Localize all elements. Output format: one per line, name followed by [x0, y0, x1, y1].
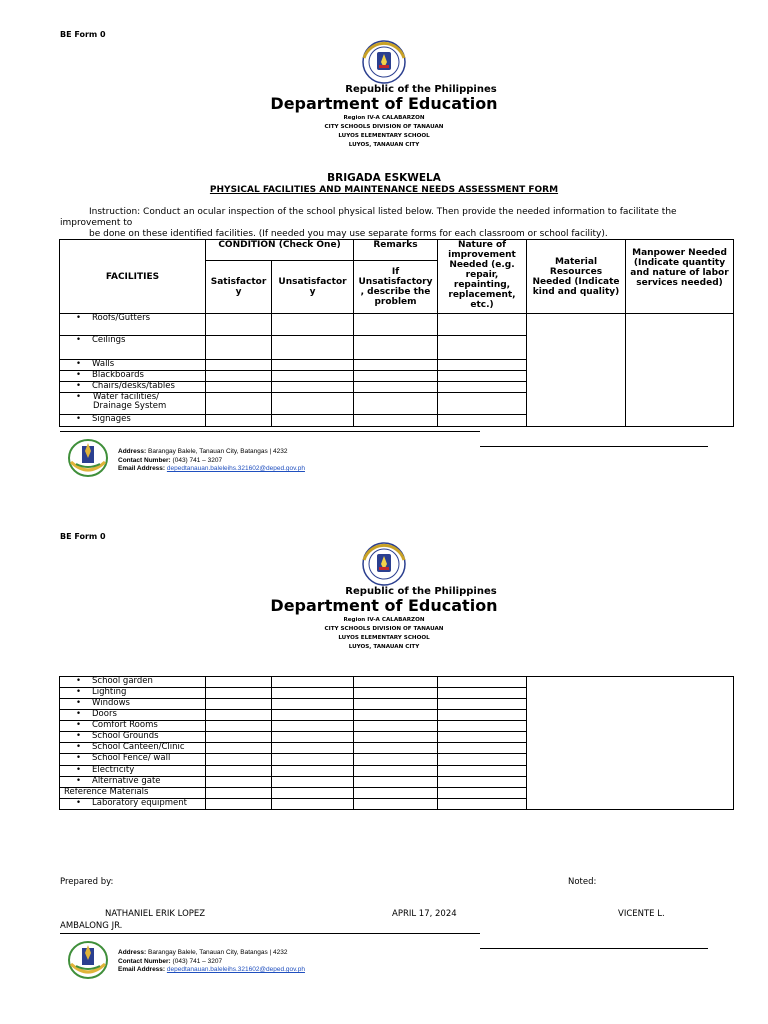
unsatisfactory-cell[interactable] [272, 799, 354, 810]
remarks-cell[interactable] [354, 393, 438, 415]
remarks-cell[interactable] [354, 382, 438, 393]
satisfactory-cell[interactable] [206, 799, 272, 810]
remarks-header: Remarks [354, 240, 438, 261]
footer-address-line: Address: Barangay Balele, Tanauan City, Batangas | 4232 [118, 448, 288, 455]
satisfactory-cell[interactable] [206, 336, 272, 360]
assessment-table-page-2 [59, 676, 734, 810]
remarks-cell[interactable] [354, 721, 438, 732]
nature-cell[interactable] [438, 699, 527, 710]
unsatisfactory-cell[interactable] [272, 732, 354, 743]
footer-address-line: Address: Barangay Balele, Tanauan City, Batangas | 4232 [118, 949, 288, 956]
form-label: BE Form 0 [60, 30, 106, 39]
satisfactory-cell[interactable] [206, 788, 272, 799]
nature-cell[interactable] [438, 360, 527, 371]
republic-heading: Republic of the Philippines [345, 586, 497, 597]
remarks-cell[interactable] [354, 754, 438, 766]
nature-cell[interactable] [438, 799, 527, 810]
remarks-cell[interactable] [354, 360, 438, 371]
remarks-cell[interactable] [354, 371, 438, 382]
satisfactory-cell[interactable] [206, 721, 272, 732]
satisfactory-cell[interactable] [206, 766, 272, 777]
table-row: • Comfort Rooms [60, 721, 206, 732]
table-row: • School garden [60, 677, 206, 688]
remarks-cell[interactable] [354, 688, 438, 699]
school-line: LUYOS ELEMENTARY SCHOOL [338, 635, 430, 641]
nature-cell[interactable] [438, 777, 527, 788]
school-line: LUYOS ELEMENTARY SCHOOL [338, 133, 430, 139]
nature-header: Nature of improvement Needed (e.g. repair, repainting, replacement, etc.) [438, 240, 527, 314]
noter-name-line-2: AMBALONG JR. [60, 921, 123, 931]
remarks-cell[interactable] [354, 788, 438, 799]
satisfactory-cell[interactable] [206, 677, 272, 688]
department-heading: Department of Education [270, 596, 498, 615]
table-row: • Lighting [60, 688, 206, 699]
nature-cell[interactable] [438, 688, 527, 699]
nature-cell[interactable] [438, 788, 527, 799]
nature-cell[interactable] [438, 393, 527, 415]
manpower-cell[interactable] [626, 314, 734, 427]
table-row: • Signages [60, 415, 206, 427]
footer-contact-block [118, 448, 305, 474]
unsatisfactory-cell[interactable] [272, 788, 354, 799]
satisfactory-header: Satisfactor y [206, 261, 272, 314]
instruction-line-2: improvement to [60, 218, 133, 228]
satisfactory-cell[interactable] [206, 743, 272, 754]
table-row: • Chairs/desks/tables [60, 382, 206, 393]
remarks-cell[interactable] [354, 336, 438, 360]
satisfactory-cell[interactable] [206, 393, 272, 415]
reference-materials-row: Reference Materials [60, 788, 206, 799]
table-row: • Electricity [60, 766, 206, 777]
satisfactory-cell[interactable] [206, 314, 272, 336]
satisfactory-cell[interactable] [206, 688, 272, 699]
unsatisfactory-cell[interactable] [272, 710, 354, 721]
table-row: • Windows [60, 699, 206, 710]
footer-contact-block [118, 949, 305, 975]
nature-cell[interactable] [438, 732, 527, 743]
school-address-line: LUYOS, TANAUAN CITY [348, 142, 420, 148]
school-logo-icon [66, 940, 110, 980]
unsatisfactory-cell[interactable] [272, 721, 354, 732]
assessment-table-page-1 [59, 239, 734, 427]
unsatisfactory-cell[interactable] [272, 777, 354, 788]
table-row: • Ceilings [60, 336, 206, 360]
unsatisfactory-cell[interactable] [272, 360, 354, 371]
remarks-cell[interactable] [354, 415, 438, 427]
email-link[interactable]: depedtanauan.baleleihs.321602@deped.gov.ph [166, 465, 305, 472]
instruction-text [60, 207, 710, 240]
noted-label: Noted: [568, 877, 597, 887]
noter-name-line-1: VICENTE L. [618, 909, 665, 919]
nature-cell[interactable] [438, 710, 527, 721]
nature-cell[interactable] [438, 754, 527, 766]
material-cell[interactable] [527, 314, 626, 427]
nature-cell[interactable] [438, 721, 527, 732]
satisfactory-cell[interactable] [206, 699, 272, 710]
prepared-by-label: Prepared by: [60, 877, 114, 887]
department-heading: Department of Education [270, 94, 498, 113]
remarks-cell[interactable] [354, 699, 438, 710]
region-line: Region IV-A CALABARZON [343, 115, 425, 121]
manpower-header: Manpower Needed (Indicate quantity and nature of labor services needed) [626, 240, 734, 314]
prepared-date: APRIL 17, 2024 [392, 909, 457, 919]
program-title: BRIGADA ESKWELA [327, 172, 441, 184]
region-line: Region IV-A CALABARZON [343, 617, 425, 623]
resources-cell[interactable] [527, 677, 734, 810]
instruction-line-3: be done on these identified facilities. (If needed you may use separate forms for each classroom or school facility). [89, 229, 608, 239]
instruction-line-1: Instruction: Conduct an ocular inspection of the school physical listed below. Then provide the needed information to facilitate the [89, 207, 677, 217]
republic-heading: Republic of the Philippines [345, 84, 497, 95]
nature-cell[interactable] [438, 743, 527, 754]
remarks-cell[interactable] [354, 766, 438, 777]
satisfactory-cell[interactable] [206, 777, 272, 788]
unsatisfactory-cell[interactable] [272, 415, 354, 427]
footer-email-line: Email Address: depedtanauan.baleleihs.321602@deped.gov.ph [118, 465, 305, 472]
condition-header: CONDITION (Check One) [206, 240, 354, 261]
form-title: PHYSICAL FACILITIES AND MAINTENANCE NEEDS ASSESSMENT FORM [209, 185, 559, 195]
remarks-subheader: If Unsatisfactory , describe the problem [354, 261, 438, 314]
satisfactory-cell[interactable] [206, 382, 272, 393]
satisfactory-cell[interactable] [206, 732, 272, 743]
remarks-cell[interactable] [354, 777, 438, 788]
table-row: • School Grounds [60, 732, 206, 743]
facilities-header: FACILITIES [60, 240, 206, 314]
table-row: • School Canteen/Clinic [60, 743, 206, 754]
table-row: • Laboratory equipment [60, 799, 206, 810]
footer-contact-line: Contact Number: (043) 741 – 3207 [118, 456, 223, 464]
email-link[interactable]: depedtanauan.baleleihs.321602@deped.gov.ph [166, 966, 305, 973]
satisfactory-cell[interactable] [206, 360, 272, 371]
table-row: • Blackboards [60, 371, 206, 382]
remarks-cell[interactable] [354, 743, 438, 754]
nature-cell[interactable] [438, 415, 527, 427]
footer-signature-line [480, 948, 708, 949]
remarks-cell[interactable] [354, 314, 438, 336]
deped-seal-icon [358, 40, 410, 84]
footer-signature-line [480, 446, 708, 447]
footer-email-line: Email Address: depedtanauan.baleleihs.321602@deped.gov.ph [118, 966, 305, 973]
satisfactory-cell[interactable] [206, 415, 272, 427]
table-row: • Water facilities/ Drainage System [60, 393, 206, 415]
satisfactory-cell[interactable] [206, 710, 272, 721]
nature-cell[interactable] [438, 371, 527, 382]
nature-cell[interactable] [438, 677, 527, 688]
unsatisfactory-cell[interactable] [272, 336, 354, 360]
division-line: CITY SCHOOLS DIVISION OF TANAUAN [324, 124, 444, 130]
remarks-cell[interactable] [354, 799, 438, 810]
unsatisfactory-cell[interactable] [272, 314, 354, 336]
nature-cell[interactable] [438, 314, 527, 336]
material-header: Material Resources Needed (Indicate kind and quality) [527, 240, 626, 314]
unsatisfactory-cell[interactable] [272, 393, 354, 415]
school-logo-icon [66, 438, 110, 478]
table-row: • Walls [60, 360, 206, 371]
table-row: • Alternative gate [60, 777, 206, 788]
unsatisfactory-cell[interactable] [272, 382, 354, 393]
remarks-cell[interactable] [354, 677, 438, 688]
unsatisfactory-cell[interactable] [272, 677, 354, 688]
satisfactory-cell[interactable] [206, 371, 272, 382]
table-row: • School Fence/ wall [60, 754, 206, 766]
footer-divider [60, 431, 480, 432]
nature-cell[interactable] [438, 382, 527, 393]
footer-divider [60, 933, 480, 934]
school-address-line: LUYOS, TANAUAN CITY [348, 644, 420, 650]
satisfactory-cell[interactable] [206, 754, 272, 766]
form-page-2 [0, 502, 768, 1014]
table-row: • Doors [60, 710, 206, 721]
unsatisfactory-cell[interactable] [272, 699, 354, 710]
unsatisfactory-cell[interactable] [272, 766, 354, 777]
footer-contact-line: Contact Number: (043) 741 – 3207 [118, 957, 223, 965]
remarks-cell[interactable] [354, 732, 438, 743]
table-row: • Roofs/Gutters [60, 314, 206, 336]
deped-seal-icon [358, 542, 410, 586]
unsatisfactory-header: Unsatisfactor y [272, 261, 354, 314]
preparer-name: NATHANIEL ERIK LOPEZ [105, 909, 206, 919]
unsatisfactory-cell[interactable] [272, 754, 354, 766]
unsatisfactory-cell[interactable] [272, 743, 354, 754]
division-line: CITY SCHOOLS DIVISION OF TANAUAN [324, 626, 444, 632]
nature-cell[interactable] [438, 766, 527, 777]
unsatisfactory-cell[interactable] [272, 688, 354, 699]
nature-cell[interactable] [438, 336, 527, 360]
remarks-cell[interactable] [354, 710, 438, 721]
unsatisfactory-cell[interactable] [272, 371, 354, 382]
form-label: BE Form 0 [60, 532, 106, 541]
